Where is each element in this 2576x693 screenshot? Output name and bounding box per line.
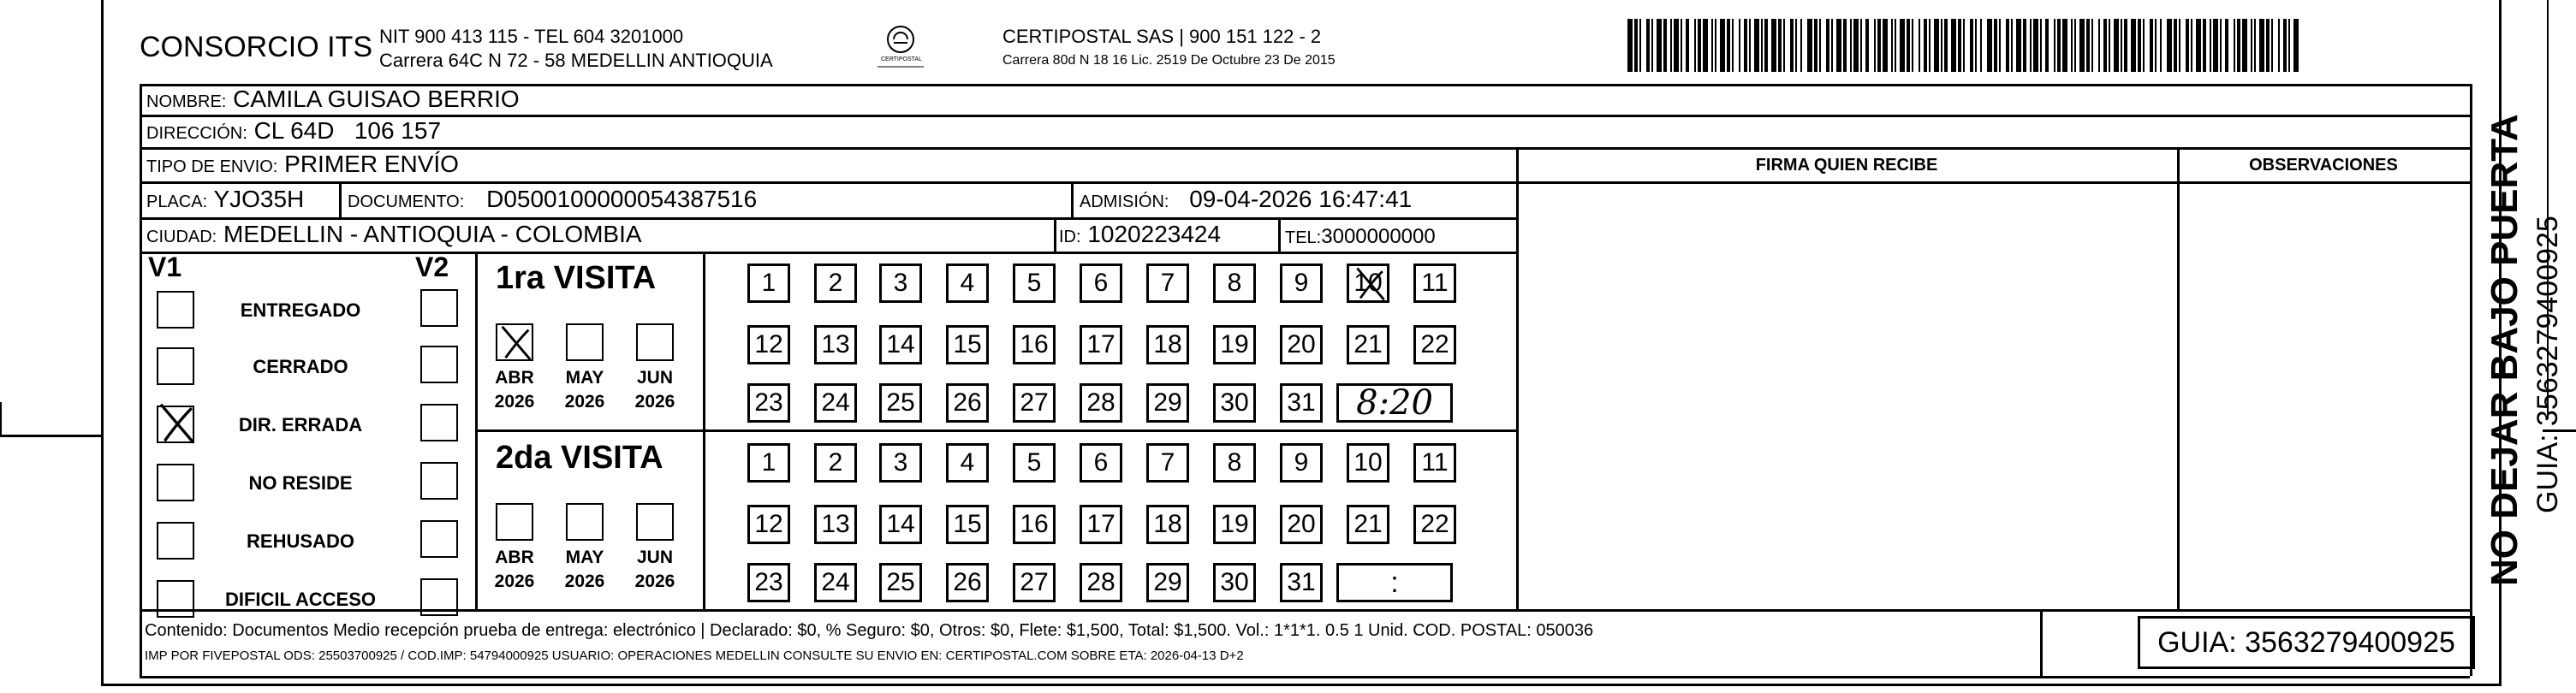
page-edge-left <box>0 435 101 437</box>
first-visit-day-12[interactable]: 12 <box>747 325 790 364</box>
documento-label: DOCUMENTO: <box>348 192 465 211</box>
first-visit-day-28[interactable]: 28 <box>1080 383 1122 423</box>
second-visit-day-13[interactable]: 13 <box>814 505 857 544</box>
company-name: CONSORCIO ITS <box>140 31 373 63</box>
observaciones-header: OBSERVACIONES <box>2249 156 2398 175</box>
first-visit-day-6[interactable]: 6 <box>1080 264 1122 303</box>
barcode <box>1627 19 2304 72</box>
first-visit-day-13[interactable]: 13 <box>814 325 857 364</box>
tipo-envio-value: PRIMER ENVÍO <box>284 151 459 177</box>
first-visit-day-26[interactable]: 26 <box>946 383 989 423</box>
direccion-row <box>146 118 441 146</box>
second-visit-day-16[interactable]: 16 <box>1013 505 1056 544</box>
direccion-label: DIRECCIÓN: <box>146 124 247 143</box>
documento-field <box>348 187 757 215</box>
first-visit-month-jun-label: JUN 2026 <box>634 368 675 412</box>
first-visit-day-30[interactable]: 30 <box>1213 383 1256 423</box>
second-visit-month-may-checkbox[interactable] <box>566 503 604 541</box>
placa-field <box>146 187 304 215</box>
nombre-value: CAMILA GUISAO BERRIO <box>233 86 520 112</box>
id-value: 1020223424 <box>1087 221 1222 247</box>
content-summary: Contenido: Documentos Medio recepción prueba de entrega: electrónico | Declarado: $0, % Seguro: $0, Otros: $0, Flete: $1,500, Total: $1,500. Vol.: 1*1*1. 0.5 1 Unid. COD. POSTAL: 050036 <box>145 621 1594 640</box>
second-visit-time-box[interactable]: : <box>1336 563 1453 602</box>
second-visit-day-3[interactable]: 3 <box>879 443 922 483</box>
status-label-dificil-acceso: DIFICIL ACCESO <box>224 589 376 610</box>
first-visit-day-22[interactable]: 22 <box>1413 325 1456 364</box>
rule-9 <box>140 676 2470 678</box>
first-visit-day-3[interactable]: 3 <box>879 264 922 303</box>
second-visit-month-abr-checkbox[interactable] <box>496 503 533 541</box>
first-visit-title: 1ra VISITA <box>496 260 657 296</box>
rule-2 <box>140 115 2470 117</box>
status-label-cerrado: CERRADO <box>253 356 348 377</box>
first-visit-day-27[interactable]: 27 <box>1013 383 1056 423</box>
second-visit-day-11[interactable]: 11 <box>1413 443 1456 483</box>
v2-checkbox-rehusado[interactable] <box>420 520 458 558</box>
second-visit-day-28[interactable]: 28 <box>1080 563 1122 602</box>
ciudad-label: CIUDAD: <box>146 228 217 246</box>
v1-header: V1 <box>148 252 182 282</box>
second-visit-day-6[interactable]: 6 <box>1080 443 1122 483</box>
side-guia-number: GUIA: 3563279400925 <box>2531 216 2564 513</box>
first-visit-month-abr-label: ABR 2026 <box>494 368 535 412</box>
first-visit-day-14[interactable]: 14 <box>879 325 922 364</box>
first-visit-day-18[interactable]: 18 <box>1146 325 1189 364</box>
nombre-label: NOMBRE: <box>146 92 227 111</box>
id-field <box>1059 222 1221 250</box>
rule-6 <box>140 252 1516 254</box>
first-visit-day-1[interactable]: 1 <box>747 264 790 303</box>
vrule-months <box>703 252 705 609</box>
second-visit-day-24[interactable]: 24 <box>814 563 857 602</box>
vrule-status <box>475 252 478 609</box>
second-visit-day-7[interactable]: 7 <box>1146 443 1189 483</box>
tel-value: 3000000000 <box>1321 225 1436 248</box>
second-visit-month-abr-label: ABR 2026 <box>494 548 535 591</box>
vrule-left <box>140 84 142 676</box>
tipo-envio-row <box>146 151 459 180</box>
first-visit-month-abr-checkbox[interactable] <box>496 323 533 361</box>
courier-address: Carrera 80d N 18 16 Lic. 2519 De Octubre 23 De 2015 <box>1002 53 1336 68</box>
first-visit-day-31[interactable]: 31 <box>1280 383 1323 423</box>
status-label-dir-errada: DIR. ERRADA <box>238 414 363 435</box>
second-visit-day-31[interactable]: 31 <box>1280 563 1323 602</box>
first-visit-day-11[interactable]: 11 <box>1413 264 1456 303</box>
second-visit-day-20[interactable]: 20 <box>1280 505 1323 544</box>
v2-checkbox-no-reside[interactable] <box>420 462 458 500</box>
status-label-no-reside: NO RESIDE <box>248 472 353 494</box>
v2-checkbox-entregado[interactable] <box>420 289 458 327</box>
vrule-placa <box>339 181 342 217</box>
vrule-right <box>2470 84 2472 676</box>
first-visit-time-box[interactable]: 8:20 <box>1336 383 1453 423</box>
second-visit-day-17[interactable]: 17 <box>1080 505 1122 544</box>
v2-header: V2 <box>415 252 449 282</box>
first-visit-day-8[interactable]: 8 <box>1213 264 1256 303</box>
guia-number-box: GUIA: 3563279400925 <box>2138 616 2475 669</box>
admision-label: ADMISIÓN: <box>1080 192 1169 211</box>
vrule-guia <box>2040 609 2043 676</box>
rule-5 <box>140 217 1516 220</box>
certipostal-logo <box>871 22 931 75</box>
first-visit-month-may-label: MAY 2026 <box>564 368 605 412</box>
direccion-value: CL 64D 106 157 <box>253 117 442 144</box>
logo-caption: CERTIPOSTAL <box>881 56 922 62</box>
second-visit-day-21[interactable]: 21 <box>1347 505 1389 544</box>
second-visit-month-jun-label: JUN 2026 <box>634 548 675 591</box>
admision-value: 09-04-2026 16:47:41 <box>1189 186 1413 212</box>
nombre-row <box>146 86 520 115</box>
v2-checkbox-dir-errada[interactable] <box>420 404 458 441</box>
second-visit-day-22[interactable]: 22 <box>1413 505 1456 544</box>
first-visit-day-29[interactable]: 29 <box>1146 383 1189 423</box>
company-nit: NIT 900 413 115 - TEL 604 3201000 <box>379 26 684 47</box>
second-visit-day-9[interactable]: 9 <box>1280 443 1323 483</box>
second-visit-day-23[interactable]: 23 <box>747 563 790 602</box>
first-visit-day-4[interactable]: 4 <box>946 264 989 303</box>
first-visit-day-20[interactable]: 20 <box>1280 325 1323 364</box>
second-visit-day-14[interactable]: 14 <box>879 505 922 544</box>
rule-8 <box>475 429 1516 432</box>
second-visit-day-27[interactable]: 27 <box>1013 563 1056 602</box>
first-visit-day-24[interactable]: 24 <box>814 383 857 423</box>
vrule-id <box>1054 217 1056 252</box>
second-visit-day-15[interactable]: 15 <box>946 505 989 544</box>
courier-name: CERTIPOSTAL SAS | 900 151 122 - 2 <box>1002 26 1322 47</box>
placa-value: YJO35H <box>213 186 305 212</box>
shipping-label-form <box>101 0 2564 686</box>
second-visit-day-4[interactable]: 4 <box>946 443 989 483</box>
first-visit-day-25[interactable]: 25 <box>879 383 922 423</box>
second-visit-month-may-label: MAY 2026 <box>564 548 605 591</box>
second-visit-day-5[interactable]: 5 <box>1013 443 1056 483</box>
second-visit-month-jun-checkbox[interactable] <box>636 503 674 541</box>
tipo-envio-label: TIPO DE ENVIO: <box>146 157 278 176</box>
rule-4 <box>140 181 2470 184</box>
first-visit-month-jun-checkbox[interactable] <box>636 323 674 361</box>
vrule-obs-left <box>2177 147 2180 609</box>
second-visit-day-2[interactable]: 2 <box>814 443 857 483</box>
first-visit-day-19[interactable]: 19 <box>1213 325 1256 364</box>
v2-checkbox-cerrado[interactable] <box>420 346 458 383</box>
second-visit-day-18[interactable]: 18 <box>1146 505 1189 544</box>
placa-label: PLACA: <box>146 192 208 211</box>
page-edge-left-top <box>0 402 2 436</box>
second-visit-day-29[interactable]: 29 <box>1146 563 1189 602</box>
vrule-firma-left <box>1516 147 1519 609</box>
second-visit-day-19[interactable]: 19 <box>1213 505 1256 544</box>
second-visit-day-1[interactable]: 1 <box>747 443 790 483</box>
first-visit-day-9[interactable]: 9 <box>1280 264 1323 303</box>
second-visit-title: 2da VISITA <box>496 440 663 476</box>
first-visit-day-21[interactable]: 21 <box>1347 325 1389 364</box>
second-visit-day-26[interactable]: 26 <box>946 563 989 602</box>
first-visit-day-7[interactable]: 7 <box>1146 264 1189 303</box>
v2-checkbox-dificil-acceso[interactable] <box>420 578 458 616</box>
rule-3 <box>140 147 2470 150</box>
first-visit-day-10[interactable]: 10 <box>1347 264 1389 303</box>
first-visit-day-17[interactable]: 17 <box>1080 325 1122 364</box>
second-visit-day-25[interactable]: 25 <box>879 563 922 602</box>
admision-field <box>1080 187 1412 215</box>
rule-7 <box>140 609 2470 612</box>
first-visit-day-5[interactable]: 5 <box>1013 264 1056 303</box>
side-vertical-text <box>2484 103 2576 599</box>
status-label-entregado: ENTREGADO <box>240 299 361 321</box>
firma-header: FIRMA QUIEN RECIBE <box>1755 156 1938 175</box>
tel-field <box>1285 224 1436 251</box>
status-label-rehusado: REHUSADO <box>247 530 354 552</box>
first-visit-day-15[interactable]: 15 <box>946 325 989 364</box>
company-address: Carrera 64C N 72 - 58 MEDELLIN ANTIOQUIA <box>379 50 773 71</box>
second-visit-day-10[interactable]: 10 <box>1347 443 1389 483</box>
vrule-tel <box>1278 217 1281 252</box>
tel-label: TEL: <box>1285 228 1322 247</box>
vrule-admision <box>1071 181 1074 217</box>
print-info: IMP POR FIVEPOSTAL ODS: 25503700925 / COD.IMP: 54794000925 USUARIO: OPERACIONES MEDELLIN CONSULTE SU ENVIO EN: CERTIPOSTAL.COM SOBRE ETA: 2026-04-13 D+2 <box>145 649 1244 663</box>
first-visit-day-2[interactable]: 2 <box>814 264 857 303</box>
first-visit-day-23[interactable]: 23 <box>747 383 790 423</box>
documento-value: D0500100000054387516 <box>486 186 758 212</box>
ciudad-value: MEDELLIN - ANTIOQUIA - COLOMBIA <box>223 221 642 247</box>
second-visit-day-8[interactable]: 8 <box>1213 443 1256 483</box>
first-visit-day-16[interactable]: 16 <box>1013 325 1056 364</box>
first-visit-month-may-checkbox[interactable] <box>566 323 604 361</box>
second-visit-day-30[interactable]: 30 <box>1213 563 1256 602</box>
second-visit-day-12[interactable]: 12 <box>747 505 790 544</box>
no-dejar-bajo-puerta: NO DEJAR BAJO PUERTA <box>2484 114 2525 586</box>
ciudad-field <box>146 222 642 250</box>
id-label: ID: <box>1059 228 1081 246</box>
